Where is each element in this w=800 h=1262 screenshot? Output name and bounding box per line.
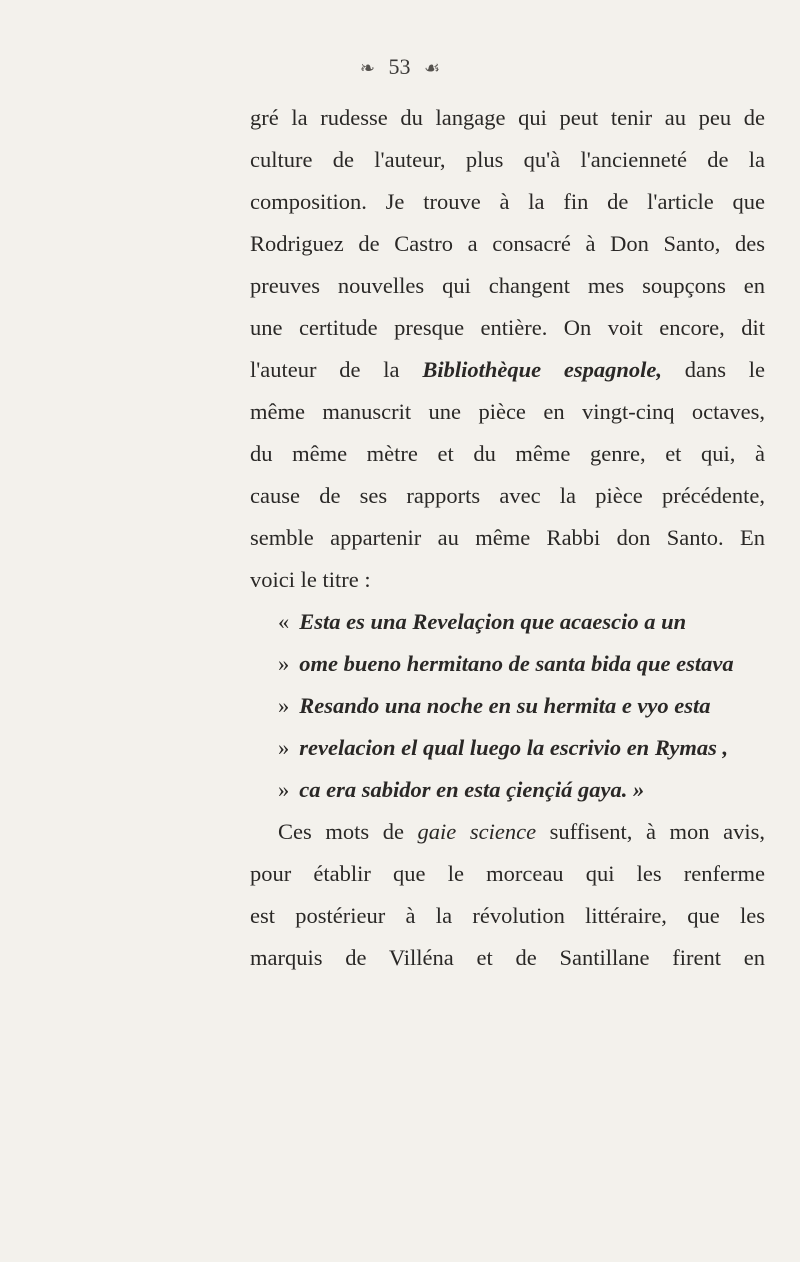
text-line: une certitude presque entière. On voit encore, dit [250, 315, 765, 340]
text-line: l'auteur de la Bibliothèque espagnole, dans le [250, 357, 765, 382]
verse-line: » ca era sabidor en esta çiençiá gaya. » [278, 777, 645, 802]
verse-line: « Esta es una Revelaçion que acaescio a un [278, 609, 687, 634]
text-line: semble appartenir au même Rabbi don Santo. En [250, 525, 765, 550]
text-line: gré la rudesse du langage qui peut tenir au peu de [250, 105, 765, 130]
verse-line: » ome bueno hermitano de santa bida que estava [278, 651, 734, 676]
text-line: voici le titre : [250, 567, 371, 592]
gaie-science: gaie science [417, 819, 537, 844]
text-line: Rodriguez de Castro a consacré à Don Santo, des [250, 231, 765, 256]
book-title: Bibliothèque espagnole, [422, 357, 662, 382]
text-line: preuves nouvelles qui changent mes soupçons en [250, 273, 765, 298]
page-number: 53 [388, 54, 411, 79]
text-line: marquis de Villéna et de Santillane firent en [250, 945, 765, 970]
page-header [0, 54, 800, 80]
text-line: Ces mots de gaie science suffisent, à mon avis, [278, 819, 766, 844]
ornament-right-icon: ☙ [423, 58, 441, 78]
text-line: culture de l'auteur, plus qu'à l'ancienneté de la [250, 147, 765, 172]
text-line: pour établir que le morceau qui les renferme [250, 861, 765, 886]
text-line: est postérieur à la révolution littéraire, que les [250, 903, 765, 928]
verse-line: » revelacion el qual luego la escrivio en Rymas , [278, 735, 729, 760]
verse-line: » Resando una noche en su hermita e vyo esta [278, 693, 711, 718]
text-line: même manuscrit une pièce en vingt-cinq octaves, [250, 399, 765, 424]
text-line: composition. Je trouve à la fin de l'article que [250, 189, 765, 214]
text-line: du même mètre et du même genre, et qui, à [250, 441, 765, 466]
ornament-left-icon: ❧ [359, 58, 375, 78]
text-line: cause de ses rapports avec la pièce précédente, [250, 483, 765, 508]
